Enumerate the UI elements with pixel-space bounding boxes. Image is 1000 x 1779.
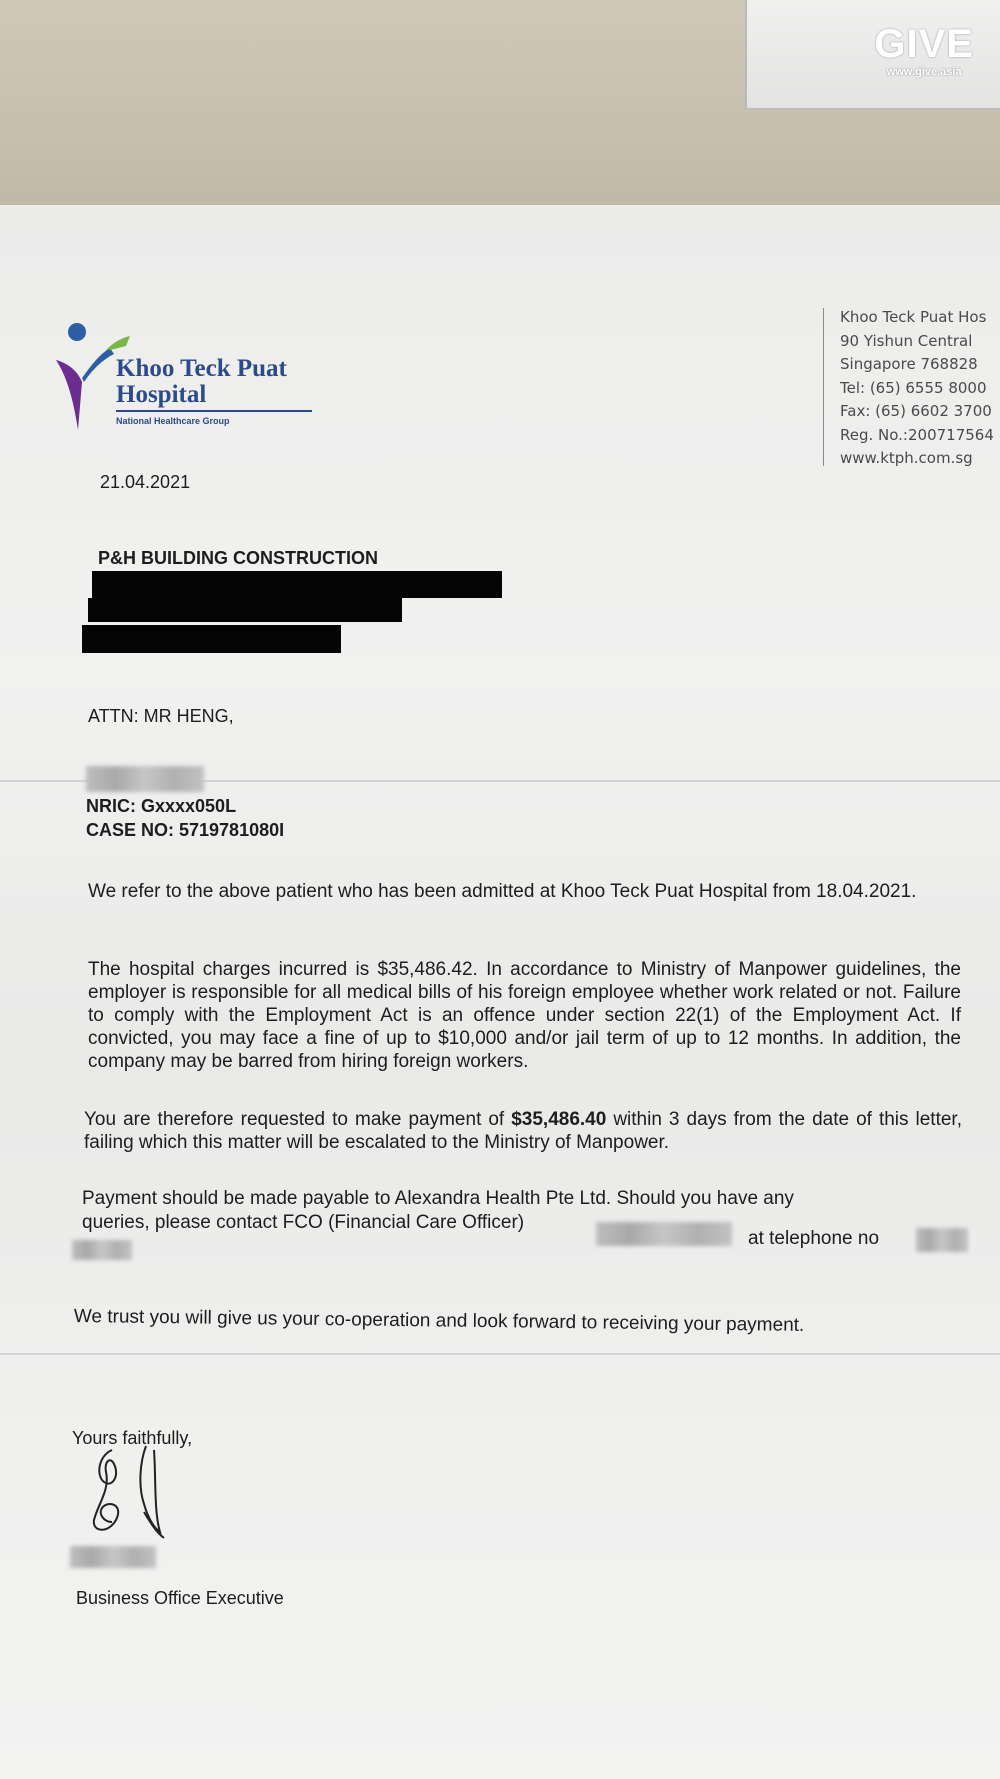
give-url: www.give.asia xyxy=(886,66,962,78)
closing-paragraph: We trust you will give us your co-operation and look forward to receiving your payment. xyxy=(73,1306,805,1336)
redaction-bar xyxy=(88,598,402,622)
address-line: Fax: (65) 6602 3700 xyxy=(840,402,992,420)
address-line: Reg. No.:200717564 xyxy=(840,425,994,444)
address-divider xyxy=(823,308,824,466)
letter-date: 21.04.2021 xyxy=(100,472,191,492)
redaction-bar xyxy=(82,625,341,653)
recipient-name: P&H BUILDING CONSTRUCTION xyxy=(98,548,378,568)
address-line: www.ktph.com.sg xyxy=(840,449,973,467)
payment-instructions-line2: queries, please contact FCO (Financial Care Officer) xyxy=(82,1212,525,1233)
blurred-officer-name xyxy=(596,1222,732,1246)
attention-line: ATTN: MR HENG, xyxy=(88,706,234,726)
blurred-signer-name xyxy=(70,1546,156,1568)
blurred-telephone xyxy=(72,1240,132,1260)
nric-line: NRIC: Gxxxx050L xyxy=(86,796,237,816)
paragraph-payment-request xyxy=(84,1108,962,1154)
signer-title: Business Office Executive xyxy=(76,1588,284,1608)
hospital-address xyxy=(840,306,1000,471)
payment-request-text: You are therefore requested to make payment of xyxy=(84,1109,512,1130)
hospital-name xyxy=(116,356,287,408)
payment-amount: $35,486.40 xyxy=(511,1109,607,1130)
case-number: CASE NO: 5719781080I xyxy=(86,820,285,840)
redaction-bar xyxy=(92,571,502,598)
hospital-name-line2: Hospital xyxy=(116,381,207,408)
hospital-name-line1: Khoo Teck Puat xyxy=(116,355,287,382)
signature xyxy=(84,1442,194,1562)
hospital-group: National Healthcare Group xyxy=(116,416,230,426)
give-brand: GIVE xyxy=(874,22,974,66)
paragraph-charges: The hospital charges incurred is $35,486.42. In accordance to Ministry of Manpower guidelines, the employer is responsible for all medical bills of his foreign employee whether work related or not. Failure to comply with the Employment Act is an offence under section 22(1) of the Employment Act. If convicted, you may face a fine of up to $10,000 and/or jail term of up to 12 months. In addition, the company may be barred from hiring foreign workers. xyxy=(88,959,961,1072)
address-line: Tel: (65) 6555 8000 xyxy=(840,378,987,397)
closing-salutation: Yours faithfully, xyxy=(72,1428,193,1448)
address-line: Khoo Teck Puat Hos xyxy=(840,308,987,326)
logo-underline xyxy=(116,410,312,412)
address-line: Singapore 768828 xyxy=(840,355,978,373)
payment-request-text: within 3 days from the date of this letter, failing which this matter will be escalated to the Ministry of Manpower. xyxy=(84,1109,962,1153)
blurred-patient-name xyxy=(86,766,204,792)
telephone-label: at telephone no xyxy=(748,1228,880,1249)
paragraph-admission: We refer to the above patient who has been admitted at Khoo Teck Puat Hospital from 18.04.2021. xyxy=(88,881,917,902)
blurred-telephone xyxy=(916,1228,968,1252)
address-line: 90 Yishun Central xyxy=(840,331,973,350)
payment-instructions-line1: Payment should be made payable to Alexandra Health Pte Ltd. Should you have any xyxy=(82,1188,794,1209)
